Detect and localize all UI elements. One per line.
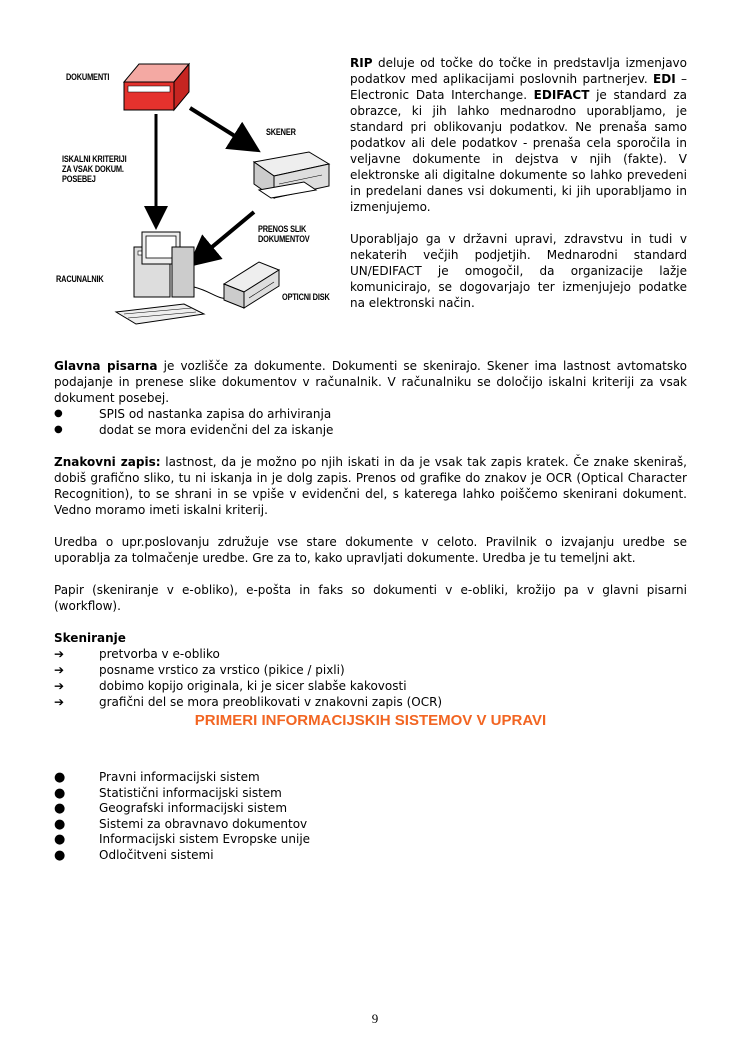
- label-prenos-1: PRENOS SLIK: [258, 224, 307, 234]
- edifact-term: EDIFACT: [533, 88, 590, 102]
- optical-disk-icon: [224, 262, 279, 308]
- label-dokumenti: DOKUMENTI: [66, 72, 110, 82]
- znakovni-zapis-text: lastnost, da je možno po njih iskati in da je vsak tak zapis kratek. Če znake skeniraš, dobiš grafično sliko, tu ni iskanja in je dolg zapis. Prenos od grafike do znakov je OCR (Optical Character Recognition), to se shrani in se vpiše v evidenčni del, s katerega lahko poiščemo skenirani dokument. Vedno moramo imeti iskalni kriterij.: [54, 455, 687, 517]
- glavna-pisarna-paragraph: [54, 358, 687, 406]
- label-skener: SKENER: [266, 127, 296, 137]
- list-item: ➔ grafični del se mora preoblikovati v znakovni zapis (OCR): [54, 695, 443, 709]
- list-item: ● Odločitveni sistemi: [54, 847, 214, 863]
- rip-term: RIP: [350, 56, 373, 70]
- glavna-pisarna-text: je vozlišče za dokumente. Dokumenti se skenirajo. Skener ima lastnost avtomatsko podajanje in prenese slike dokumentov v računalnik. V računalniku se določijo iskalni kriteriji za vsak dokument posebej.: [54, 359, 688, 405]
- main-text: [54, 358, 687, 726]
- skeniranje-list: [54, 646, 687, 710]
- list-item: ● SPIS od nastanka zapisa do arhiviranja: [54, 407, 332, 421]
- rip-text-b: – Electronic Data Interchange.: [350, 72, 687, 102]
- label-iskalni-2: ZA VSAK DOKUM.: [62, 164, 124, 174]
- arrow-to-scanner: [190, 108, 254, 148]
- arrow-bullet-icon: ➔: [54, 647, 65, 661]
- right-column-text: [350, 55, 687, 327]
- uredba-paragraph: Uredba o upr.poslovanju združuje vse stare dokumente v celoto. Pravilnik o izvajanju uredbe se uporablja za tolmačenje uredbe. Gre za to, kako upravljati dokumente. Uredba je tu temeljni akt.: [54, 535, 687, 565]
- usage-paragraph: Uporabljajo ga v državni upravi, zdravstvu in tudi v nekaterih večjih podjetjih. Mednarodni standard UN/EDIFACT je omogočil, da organizacije lažje komunicirajo, se dogovarjajo ter izmenjujejo podatke na elektronski način.: [350, 232, 687, 310]
- scanner-icon: [254, 152, 329, 198]
- list-item: ➔ pretvorba v e-obliko: [54, 647, 220, 661]
- systems-list: [54, 770, 687, 864]
- arrow-bullet-icon: ➔: [54, 695, 65, 709]
- glavna-pisarna-list: [54, 406, 687, 438]
- papir-paragraph: Papir (skeniranje v e-obliko), e-pošta in faks so dokumenti v e-obliki, krožijo pa v glavni pisarni (workflow).: [54, 583, 687, 613]
- glavna-pisarna-term: Glavna pisarna: [54, 359, 158, 373]
- edi-term: EDI: [653, 72, 676, 86]
- rip-paragraph: [350, 55, 687, 215]
- label-racunalnik: RACUNALNIK: [56, 274, 104, 284]
- arrow-bullet-icon: ➔: [54, 663, 65, 677]
- list-item: ● Statistični informacijski sistem: [54, 785, 282, 801]
- arrow-scanner-to-computer: [194, 212, 254, 262]
- section-heading: PRIMERI INFORMACIJSKIH SISTEMOV V UPRAVI: [194, 712, 547, 729]
- skeniranje-title: Skeniranje: [54, 631, 126, 645]
- znakovni-zapis-term: Znakovni zapis:: [54, 455, 161, 469]
- page-number: 9: [371, 1011, 379, 1026]
- label-iskalni-1: ISKALNI KRITERIJI: [62, 154, 127, 164]
- list-item: ● Sistemi za obravnavo dokumentov: [54, 816, 308, 832]
- computer-icon: [116, 232, 204, 324]
- list-item: ● Informacijski sistem Evropske unije: [54, 832, 311, 848]
- label-opticni-disk: OPTICNI DISK: [282, 292, 330, 302]
- label-prenos-2: DOKUMENTOV: [258, 234, 310, 244]
- list-item: ➔ posname vrstico za vrstico (pikice / pixli): [54, 663, 345, 677]
- rip-text-a: deluje od točke do točke in predstavlja izmenjavo podatkov med aplikacijami poslovnih partnerjev.: [350, 56, 687, 86]
- list-item: ● dodat se mora evidenčni del za iskanje: [54, 423, 334, 437]
- znakovni-zapis-paragraph: [54, 454, 687, 518]
- list-item: ➔ dobimo kopijo originala, ki je sicer slabše kakovosti: [54, 679, 407, 693]
- rip-text-c: je standard za obrazce, ki jih lahko mednarodno uporabljamo, je standard pri oblikovanju podatkov. Ne prenaša samo podatkov ali dele podatkov - prenaša cela sporočila in veljavne dokumente in dejstva v njih (fakte). V elektronske ali digitalne dokumente so lahko prevedeni in predelani danes vsi dokumenti, ki jih uporabljamo in izmenjujemo.: [350, 88, 687, 214]
- list-item: ● Geografski informacijski sistem: [54, 801, 288, 817]
- document-tray-icon: [124, 64, 189, 110]
- arrow-bullet-icon: ➔: [54, 679, 65, 693]
- list-item: ● Pravni informacijski sistem: [54, 770, 260, 785]
- label-iskalni-3: POSEBEJ: [62, 174, 96, 184]
- document-flow-figure: [54, 52, 344, 337]
